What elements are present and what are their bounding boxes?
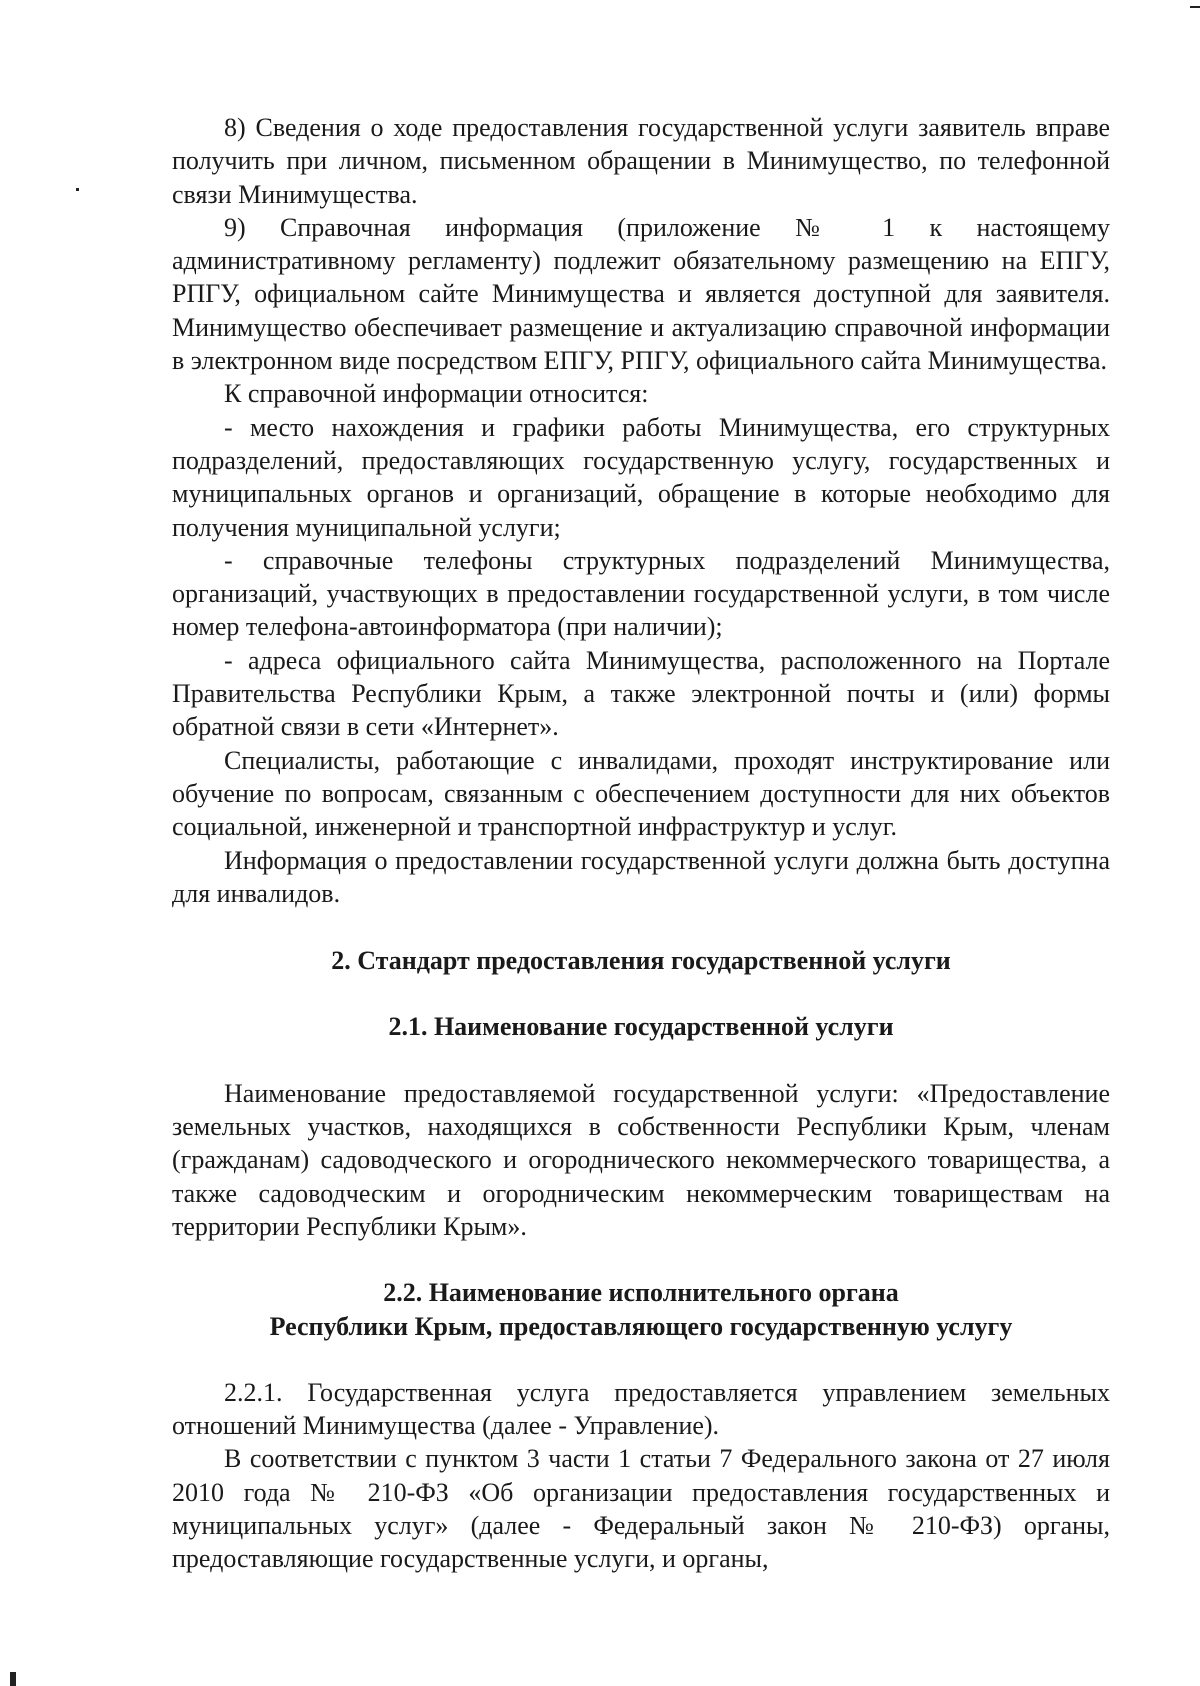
spacer [172, 977, 1110, 1010]
disability-access-paragraph: Информация о предоставлении государственной услуги должна быть доступна для инвалидов. [172, 845, 1110, 908]
paragraph-9: 9) Справочная информация (приложение № 1 к настоящему административному регламенту) подлежит обязательному размещению на ЕПГУ, РПГУ, официальном сайте Минимущества и является доступной для заявителя. Минимущество обеспечивает размещение и актуализацию справочной информации в электронном виде посредством ЕПГУ, РПГУ, официального сайта Минимущества. [172, 212, 1110, 376]
section-2-2-heading-line1: 2.2. Наименование исполнительного органа [383, 1278, 899, 1308]
spacer [172, 910, 1110, 944]
reference-info-intro: К справочной информации относится: [224, 379, 649, 409]
disability-training-paragraph: Специалисты, работающие с инвалидами, проходят инструктирование или обучение по вопросам, связанным с обеспечением доступности для них объектов социальной, инженерной и транспортной инфраструктур и услуг. [172, 745, 1110, 842]
reference-info-item: - справочные телефоны структурных подразделений Минимущества, организаций, участвующих в предоставлении государственной услуги, в том числе номер телефона-автоинформатора (при наличии); [172, 545, 1110, 642]
scan-speck [76, 188, 79, 191]
scan-edge-mark [1190, 6, 1200, 8]
section-2-heading: 2. Стандарт предоставления государственной услуги [331, 946, 951, 976]
section-2-1-heading: 2.1. Наименование государственной услуги [388, 1012, 894, 1042]
paragraph-8: 8) Сведения о ходе предоставления государственной услуги заявитель вправе получить при личном, письменном обращении в Минимущество, по телефонной связи Минимущества. [172, 113, 1110, 209]
paragraph-2-2-1: 2.2.1. Государственная услуга предоставляется управлением земельных отношений Минимущества (далее - Управление). [172, 1377, 1110, 1441]
service-name-paragraph: Наименование предоставляемой государственной услуги: «Предоставление земельных участков, находящихся в собственности Республики Крым, членам (гражданам) садоводческого и огороднического некоммерческого товарищества, а также садоводческим и огородническим некоммерческим товариществам на территории Республики Крым». [172, 1078, 1110, 1241]
reference-info-item: - место нахождения и графики работы Минимущества, его структурных подразделений, предоставляющих государственную услугу, государственных и муниципальных органов и организаций, обращение в которые необходимо для получения муниципальной услуги; [172, 412, 1110, 542]
scan-edge-mark [10, 1672, 16, 1686]
reference-info-item: - адреса официального сайта Минимущества, расположенного на Портале Правительства Республики Крым, а также электронной почты и (или) формы обратной связи в сети «Интернет». [172, 645, 1110, 742]
spacer [172, 1243, 1110, 1276]
spacer [172, 1044, 1110, 1077]
federal-law-paragraph: В соответствии с пунктом 3 части 1 статьи 7 Федерального закона от 27 июля 2010 года № 210-ФЗ «Об организации предоставления государственных и муниципальных услуг» (далее - Федеральный закон № 210-ФЗ) органы, предоставляющие государственные услуги, и органы, [172, 1444, 1110, 1574]
document-body [172, 111, 1110, 1576]
section-2-2-heading-line2: Республики Крым, предоставляющего государственную услугу [269, 1311, 1013, 1341]
spacer [172, 1343, 1110, 1376]
